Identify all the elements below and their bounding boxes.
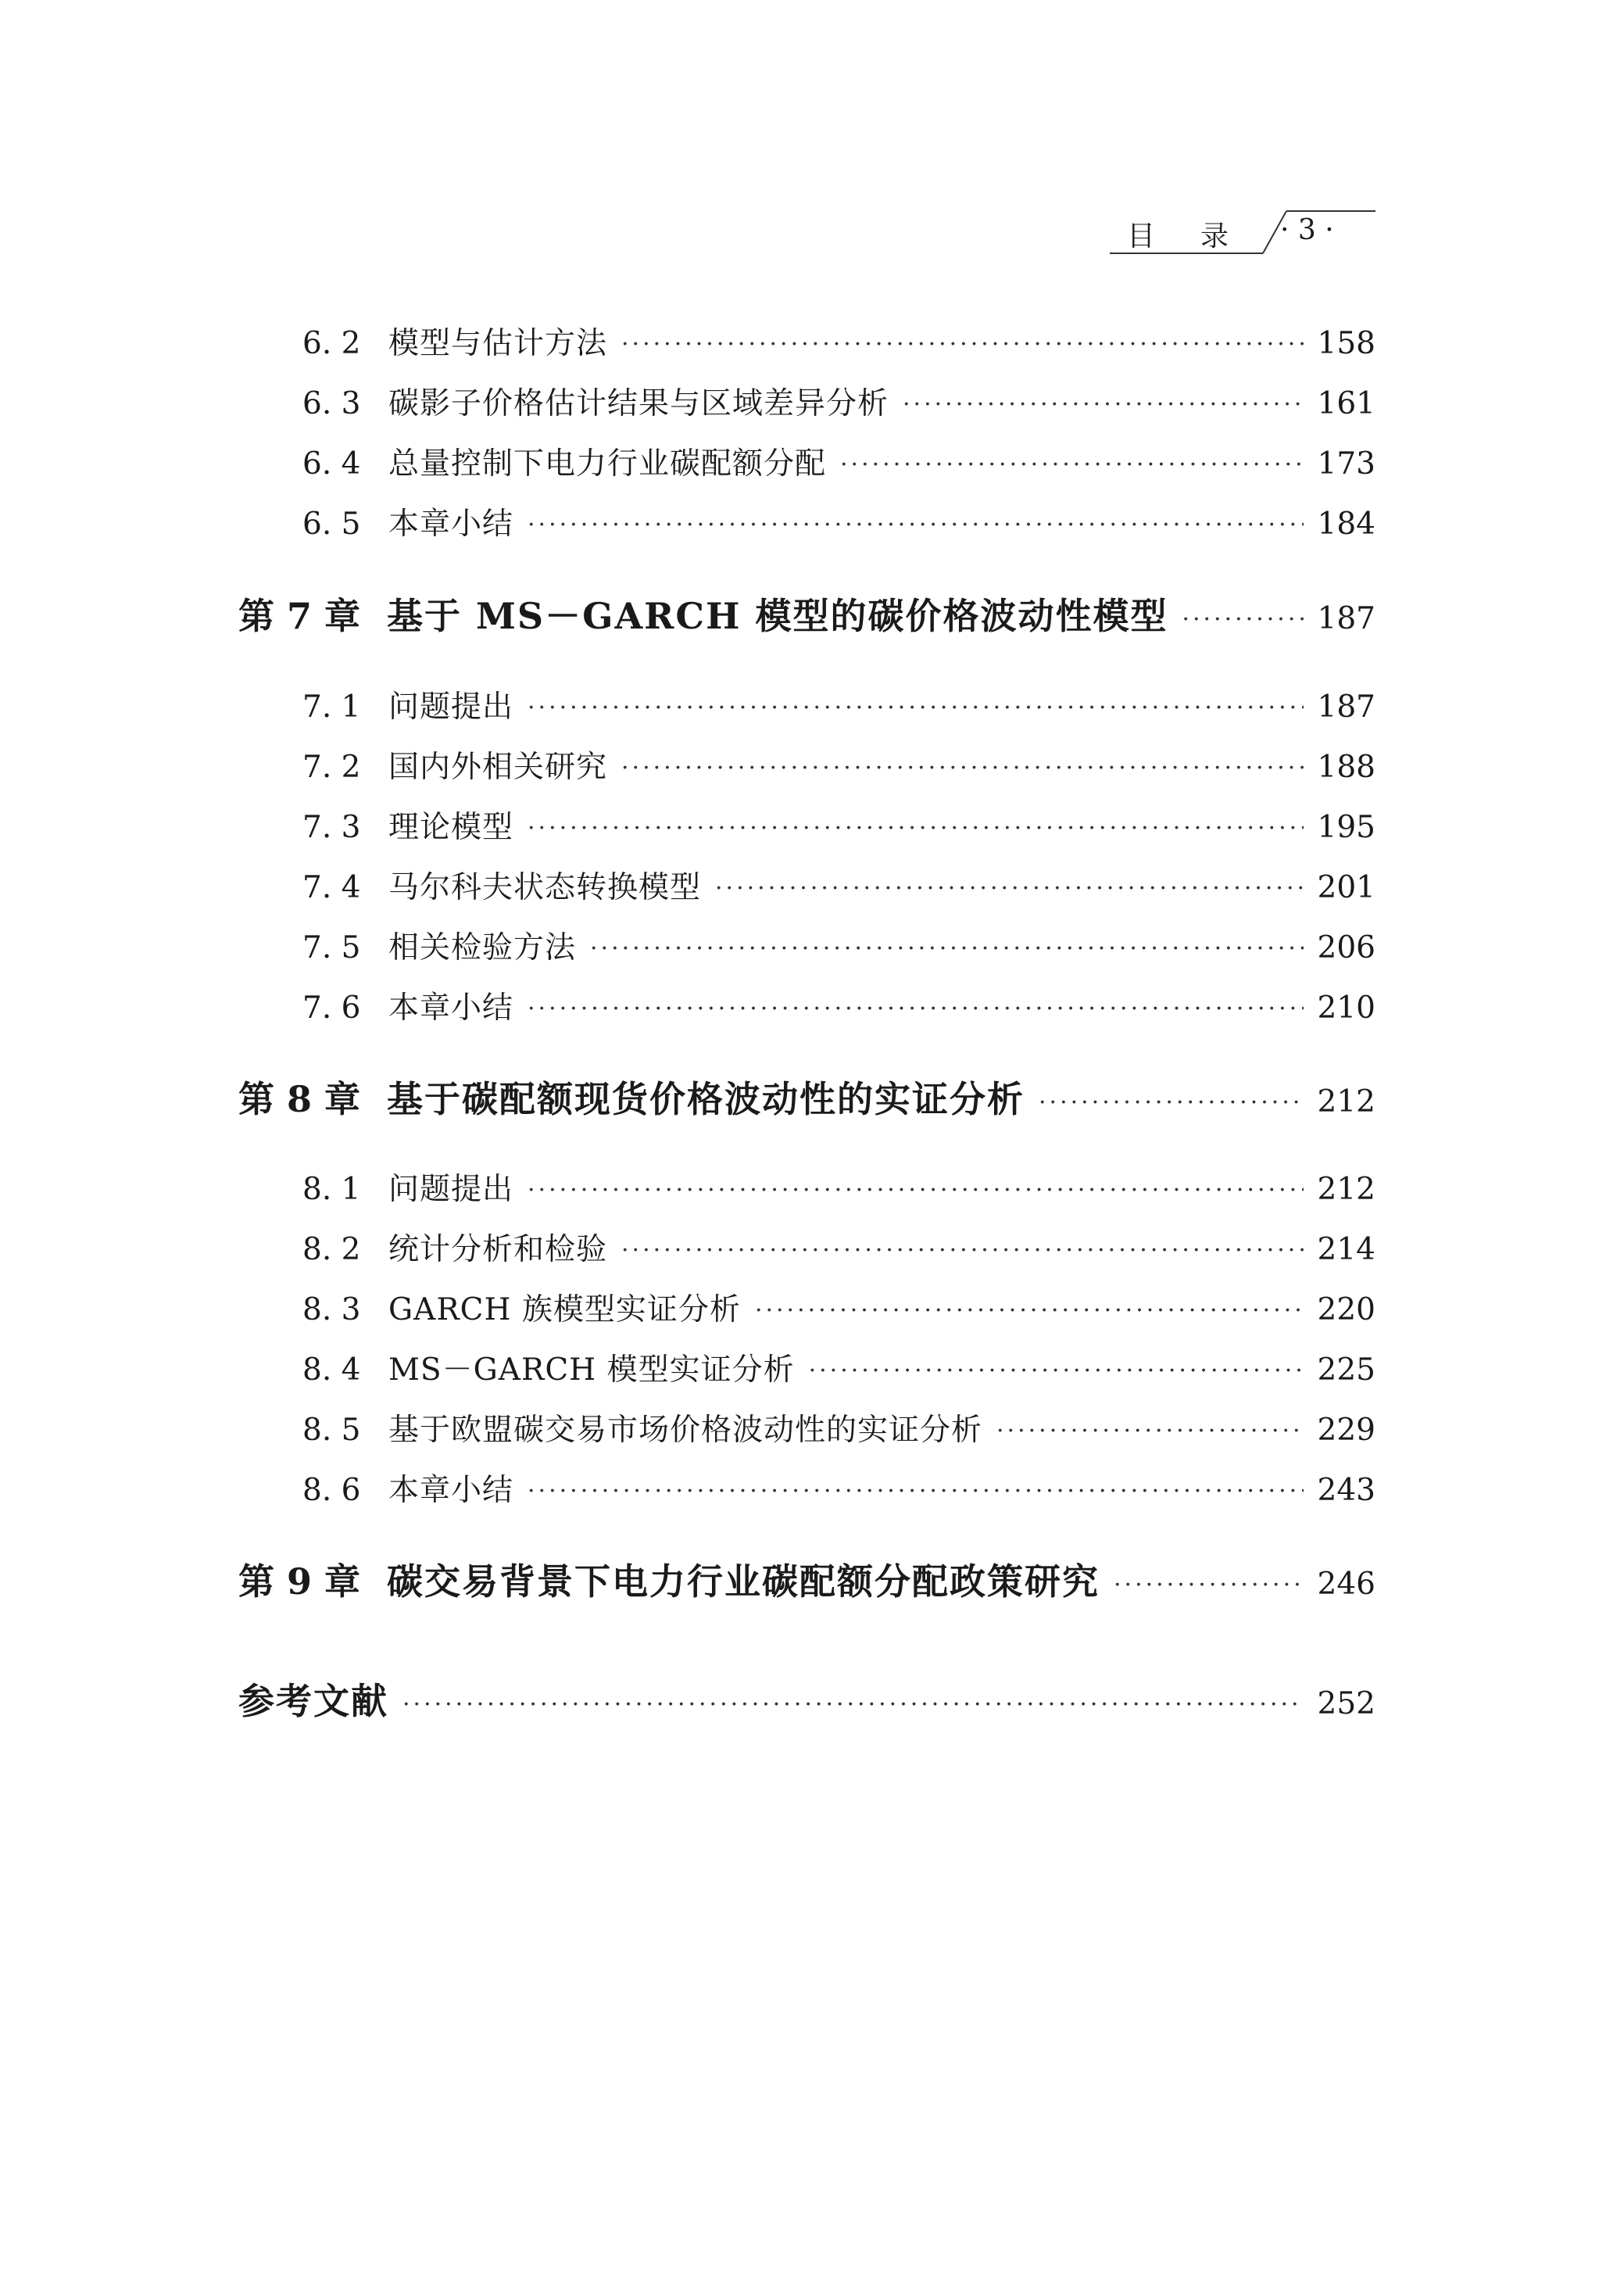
toc-entry-page: 188: [1317, 750, 1375, 785]
toc-entry-number: 8. 5: [302, 1413, 361, 1448]
toc-entry-title: 理论模型: [388, 810, 514, 845]
toc-entry-page: 184: [1317, 507, 1375, 542]
toc-entry[interactable]: [238, 1285, 1375, 1329]
toc-leader-dots: [590, 935, 1304, 962]
toc-entry[interactable]: [238, 379, 1375, 423]
toc-leader-dots: [528, 995, 1304, 1023]
toc-chapter-number: 第 7 章: [238, 595, 361, 637]
toc-leader-dots: [621, 1237, 1304, 1264]
toc-leader-dots: [1182, 606, 1303, 633]
toc-entry-title: 模型与估计方法: [388, 326, 608, 361]
toc-references-entry[interactable]: [238, 1673, 1375, 1725]
toc-entry-title: GARCH 族模型实证分析: [388, 1292, 741, 1327]
toc-leader-dots: [528, 511, 1304, 539]
toc-entry-title: 碳影子价格估计结果与区域差异分析: [388, 386, 889, 421]
toc-entry[interactable]: [238, 923, 1375, 967]
toc-leader-dots: [809, 1357, 1304, 1384]
toc-entry[interactable]: [238, 1165, 1375, 1209]
toc-chapter-title: 基于 MS－GARCH 模型的碳价格波动性模型: [387, 595, 1168, 637]
toc-entry-page: 158: [1317, 326, 1375, 361]
toc-entry-page: 187: [1317, 601, 1375, 636]
toc-entry-number: 7. 5: [302, 930, 361, 965]
toc-entry-page: 212: [1317, 1084, 1375, 1119]
toc-entry[interactable]: [238, 1466, 1375, 1510]
toc-entry-page: 252: [1317, 1686, 1375, 1721]
toc-entry-page: 212: [1317, 1172, 1375, 1207]
toc-entry-title: 统计分析和检验: [388, 1232, 608, 1267]
toc-entry-page: 214: [1317, 1232, 1375, 1267]
toc-entry-page: 206: [1317, 930, 1375, 965]
toc-leader-dots: [621, 331, 1304, 358]
toc-entry[interactable]: [238, 1406, 1375, 1449]
toc-entry[interactable]: [238, 500, 1375, 543]
toc-entry-page: 173: [1317, 446, 1375, 482]
toc-entry-page: 229: [1317, 1413, 1375, 1448]
toc-leader-dots: [621, 754, 1304, 782]
toc-entry-title: 本章小结: [388, 1473, 514, 1508]
toc-references-title: 参考文献: [238, 1680, 388, 1722]
toc-entry-page: 187: [1317, 690, 1375, 725]
toc-entry[interactable]: [238, 682, 1375, 726]
toc-chapter-entry[interactable]: [238, 588, 1375, 639]
toc-leader-dots: [528, 694, 1304, 722]
toc-entry-number: 6. 4: [302, 446, 361, 482]
toc-leader-dots: [528, 1177, 1304, 1204]
toc-entry-page: 161: [1317, 386, 1375, 421]
toc-entry-number: 7. 4: [302, 870, 361, 905]
toc-leader-dots: [402, 1691, 1304, 1718]
toc-entry-number: 7. 6: [302, 990, 361, 1026]
toc-entry-number: 6. 5: [302, 507, 361, 542]
toc-entry-page: 220: [1317, 1292, 1375, 1327]
toc-leader-dots: [528, 815, 1304, 842]
toc-entry[interactable]: [238, 439, 1375, 483]
toc-entry[interactable]: [238, 1225, 1375, 1269]
toc-entry-title: 总量控制下电力行业碳配额分配: [388, 446, 827, 482]
toc-entry-number: 7. 1: [302, 690, 361, 725]
toc-entry[interactable]: [238, 1345, 1375, 1389]
toc-entry-page: 243: [1317, 1473, 1375, 1508]
toc-leader-dots: [840, 451, 1304, 478]
toc-entry-number: 7. 2: [302, 750, 361, 785]
toc-entry-number: 8. 3: [302, 1292, 361, 1327]
toc-entry[interactable]: [238, 983, 1375, 1027]
toc-leader-dots: [1114, 1571, 1304, 1599]
toc-entry-number: 8. 1: [302, 1172, 361, 1207]
toc-leader-dots: [996, 1417, 1304, 1445]
toc-entry-number: 7. 3: [302, 810, 361, 845]
toc-leader-dots: [1039, 1089, 1304, 1116]
toc-leader-dots: [528, 1478, 1304, 1505]
toc-leader-dots: [755, 1297, 1304, 1324]
toc-entry-number: 8. 6: [302, 1473, 361, 1508]
running-header: [1110, 205, 1375, 261]
toc-chapter-title: 碳交易背景下电力行业碳配额分配政策研究: [387, 1560, 1100, 1603]
toc-entry-title: MS－GARCH 模型实证分析: [388, 1352, 795, 1388]
toc-entry[interactable]: [238, 863, 1375, 907]
toc-entry-title: 国内外相关研究: [388, 750, 608, 785]
toc-entry-page: 225: [1317, 1352, 1375, 1388]
toc-entry-number: 8. 4: [302, 1352, 361, 1388]
toc-entry-title: 本章小结: [388, 990, 514, 1026]
toc-entry-page: 210: [1317, 990, 1375, 1026]
toc-entry-title: 问题提出: [388, 690, 514, 725]
toc-entry-title: 基于欧盟碳交易市场价格波动性的实证分析: [388, 1413, 983, 1448]
toc-chapter-number: 第 8 章: [238, 1078, 361, 1120]
toc-entry-number: 8. 2: [302, 1232, 361, 1267]
toc-entry-title: 问题提出: [388, 1172, 514, 1207]
toc-entry-page: 201: [1317, 870, 1375, 905]
toc-chapter-number: 第 9 章: [238, 1560, 361, 1603]
toc-chapter-entry[interactable]: [238, 1071, 1375, 1123]
toc-entry[interactable]: [238, 319, 1375, 363]
header-page-number: · 3 ·: [1280, 214, 1334, 246]
toc-entry-page: 195: [1317, 810, 1375, 845]
toc-entry-title: 相关检验方法: [388, 930, 577, 965]
toc-entry-number: 6. 3: [302, 386, 361, 421]
header-title: 目录: [1127, 220, 1275, 253]
toc-leader-dots: [715, 875, 1304, 902]
toc-chapter-title: 基于碳配额现货价格波动性的实证分析: [387, 1078, 1025, 1120]
toc-entry[interactable]: [238, 743, 1375, 786]
toc-entry-title: 马尔科夫状态转换模型: [388, 870, 702, 905]
toc-leader-dots: [903, 391, 1304, 418]
toc-entry[interactable]: [238, 803, 1375, 847]
toc-entry-number: 6. 2: [302, 326, 361, 361]
toc-chapter-entry[interactable]: [238, 1553, 1375, 1605]
toc-entry-title: 本章小结: [388, 507, 514, 542]
toc-entry-page: 246: [1317, 1567, 1375, 1602]
